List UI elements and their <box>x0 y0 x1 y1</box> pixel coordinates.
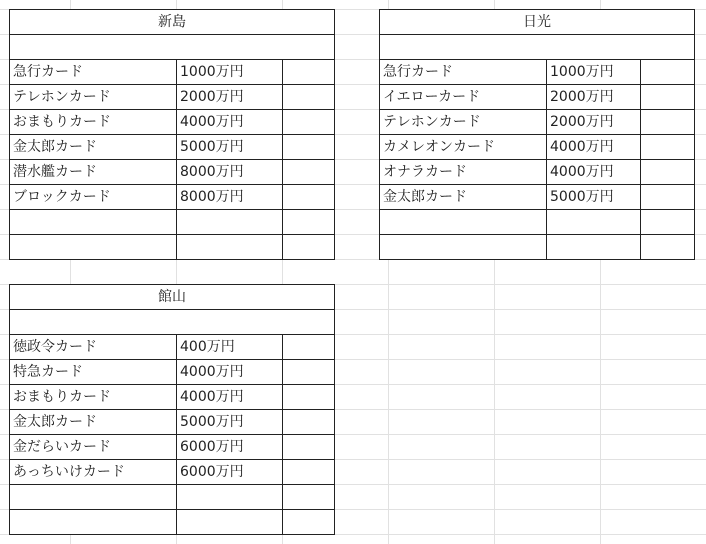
niijima-card-table <box>9 9 335 260</box>
empty-cell[interactable] <box>283 60 335 85</box>
empty-cell[interactable] <box>283 460 335 485</box>
card-price-cell[interactable]: 4000万円 <box>177 385 283 410</box>
empty-cell[interactable] <box>641 235 695 260</box>
card-price-cell[interactable] <box>177 235 283 260</box>
table-row <box>10 235 335 260</box>
card-price-cell[interactable] <box>547 235 641 260</box>
empty-cell[interactable] <box>641 135 695 160</box>
table-row <box>10 485 335 510</box>
table-row <box>380 235 695 260</box>
table-title[interactable]: 日光 <box>380 10 695 35</box>
card-name-cell[interactable]: おまもりカード <box>10 110 177 135</box>
table-row <box>10 460 335 485</box>
empty-cell[interactable] <box>283 485 335 510</box>
empty-cell[interactable] <box>283 360 335 385</box>
card-name-cell[interactable]: 金太郎カード <box>380 185 547 210</box>
card-price-cell[interactable]: 5000万円 <box>177 135 283 160</box>
table-row <box>10 60 335 85</box>
card-name-cell[interactable]: カメレオンカード <box>380 135 547 160</box>
table-row <box>10 210 335 235</box>
card-price-cell[interactable]: 5000万円 <box>547 185 641 210</box>
card-price-cell[interactable]: 6000万円 <box>177 460 283 485</box>
card-name-cell[interactable]: 徳政令カード <box>10 335 177 360</box>
card-name-cell[interactable] <box>10 510 177 535</box>
card-price-cell[interactable] <box>177 510 283 535</box>
card-name-cell[interactable]: あっちいけカード <box>10 460 177 485</box>
card-price-cell[interactable]: 4000万円 <box>547 160 641 185</box>
card-name-cell[interactable]: おまもりカード <box>10 385 177 410</box>
empty-cell[interactable] <box>283 235 335 260</box>
table-row <box>380 135 695 160</box>
empty-cell[interactable] <box>283 160 335 185</box>
card-price-cell[interactable] <box>177 210 283 235</box>
table-row <box>380 60 695 85</box>
card-price-cell[interactable]: 4000万円 <box>547 135 641 160</box>
card-price-cell[interactable]: 6000万円 <box>177 435 283 460</box>
table-row <box>10 160 335 185</box>
card-name-cell[interactable]: 特急カード <box>10 360 177 385</box>
empty-cell[interactable] <box>283 510 335 535</box>
table-row <box>10 85 335 110</box>
card-price-cell[interactable]: 8000万円 <box>177 160 283 185</box>
card-price-cell[interactable] <box>177 485 283 510</box>
card-price-cell[interactable] <box>547 210 641 235</box>
card-price-cell[interactable]: 2000万円 <box>177 85 283 110</box>
empty-cell[interactable] <box>283 210 335 235</box>
card-price-cell[interactable]: 4000万円 <box>177 110 283 135</box>
table-row <box>10 360 335 385</box>
table-row <box>10 410 335 435</box>
table-row <box>380 160 695 185</box>
table-row <box>380 85 695 110</box>
table-row <box>380 210 695 235</box>
tateyama-card-table <box>9 284 335 535</box>
empty-cell[interactable] <box>10 310 335 335</box>
card-name-cell[interactable]: 金太郎カード <box>10 135 177 160</box>
empty-cell[interactable] <box>283 85 335 110</box>
empty-cell[interactable] <box>380 35 695 60</box>
card-name-cell[interactable]: 金太郎カード <box>10 410 177 435</box>
card-price-cell[interactable]: 1000万円 <box>177 60 283 85</box>
table-row <box>10 435 335 460</box>
empty-cell[interactable] <box>283 110 335 135</box>
empty-cell[interactable] <box>283 435 335 460</box>
table-title[interactable]: 新島 <box>10 10 335 35</box>
table-row <box>380 185 695 210</box>
empty-cell[interactable] <box>641 60 695 85</box>
empty-cell[interactable] <box>283 335 335 360</box>
table-row <box>10 135 335 160</box>
card-price-cell[interactable]: 1000万円 <box>547 60 641 85</box>
card-price-cell[interactable]: 400万円 <box>177 335 283 360</box>
card-name-cell[interactable]: 潜水艦カード <box>10 160 177 185</box>
card-name-cell[interactable] <box>380 210 547 235</box>
empty-cell[interactable] <box>283 135 335 160</box>
card-price-cell[interactable]: 2000万円 <box>547 85 641 110</box>
card-name-cell[interactable] <box>10 210 177 235</box>
table-row <box>380 110 695 135</box>
empty-cell[interactable] <box>283 410 335 435</box>
empty-cell[interactable] <box>641 210 695 235</box>
card-name-cell[interactable]: イエローカード <box>380 85 547 110</box>
empty-cell[interactable] <box>641 85 695 110</box>
card-name-cell[interactable]: オナラカード <box>380 160 547 185</box>
card-name-cell[interactable]: 急行カード <box>10 60 177 85</box>
empty-cell[interactable] <box>641 110 695 135</box>
card-name-cell[interactable]: 急行カード <box>380 60 547 85</box>
empty-cell[interactable] <box>641 185 695 210</box>
card-price-cell[interactable]: 5000万円 <box>177 410 283 435</box>
nikko-card-table <box>379 9 695 260</box>
card-name-cell[interactable]: ブロックカード <box>10 185 177 210</box>
table-row <box>10 110 335 135</box>
empty-cell[interactable] <box>283 185 335 210</box>
empty-cell[interactable] <box>641 160 695 185</box>
empty-cell[interactable] <box>10 35 335 60</box>
table-title[interactable]: 館山 <box>10 285 335 310</box>
table-row <box>10 385 335 410</box>
card-name-cell[interactable]: テレホンカード <box>380 110 547 135</box>
table-row <box>10 335 335 360</box>
card-price-cell[interactable]: 4000万円 <box>177 360 283 385</box>
table-row <box>10 510 335 535</box>
card-price-cell[interactable]: 2000万円 <box>547 110 641 135</box>
card-name-cell[interactable]: 金だらいカード <box>10 435 177 460</box>
table-row <box>10 185 335 210</box>
empty-cell[interactable] <box>283 385 335 410</box>
card-name-cell[interactable]: テレホンカード <box>10 85 177 110</box>
card-name-cell[interactable] <box>10 485 177 510</box>
card-name-cell[interactable] <box>380 235 547 260</box>
card-name-cell[interactable] <box>10 235 177 260</box>
card-price-cell[interactable]: 8000万円 <box>177 185 283 210</box>
